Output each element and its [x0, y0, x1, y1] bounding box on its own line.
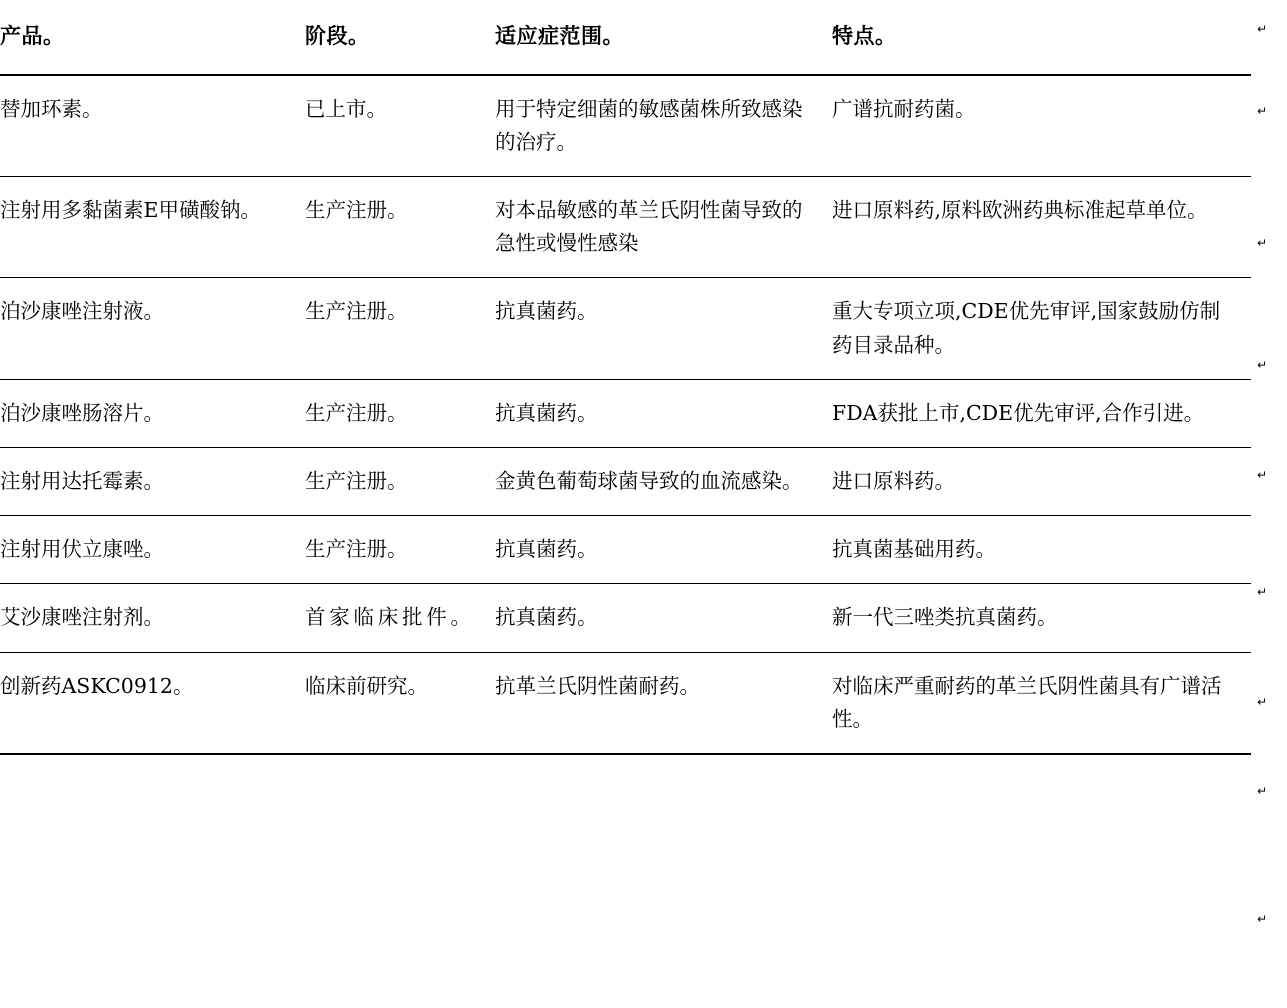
- cell-feature: 抗真菌基础用药。: [832, 516, 1251, 584]
- table-row: [0, 379, 1251, 447]
- cell-feature: 新一代三唑类抗真菌药。: [832, 584, 1251, 652]
- paragraph-mark: ↵: [1257, 912, 1268, 926]
- cell-feature: 重大专项立项,CDE优先审评,国家鼓励仿制药目录品种。: [832, 278, 1251, 379]
- column-header-indication: 适应症范围。: [495, 0, 832, 75]
- paragraph-mark: ↵: [1257, 104, 1268, 118]
- paragraph-mark: ↵: [1257, 468, 1268, 482]
- cell-feature: 进口原料药。: [832, 447, 1251, 515]
- paragraph-mark: ↵: [1257, 236, 1268, 250]
- cell-indication: 抗真菌药。: [495, 584, 832, 652]
- paragraph-mark: ↵: [1257, 22, 1268, 36]
- cell-stage: 临床前研究。: [305, 652, 495, 754]
- table-row: [0, 278, 1251, 379]
- cell-product: 注射用伏立康唑。: [0, 516, 305, 584]
- table-header: [0, 0, 1251, 75]
- cell-feature: FDA获批上市,CDE优先审评,合作引进。: [832, 379, 1251, 447]
- table-body: [0, 75, 1251, 754]
- paragraph-mark: ↵: [1257, 585, 1268, 599]
- cell-indication: 用于特定细菌的敏感菌株所致感染的治疗。: [495, 75, 832, 177]
- cell-feature: 广谱抗耐药菌。: [832, 75, 1251, 177]
- cell-product: 注射用多黏菌素E甲磺酸钠。: [0, 176, 305, 277]
- table-row: [0, 652, 1251, 754]
- paragraph-marks-margin: [1257, 0, 1279, 1008]
- table-row: [0, 447, 1251, 515]
- cell-indication: 抗真菌药。: [495, 516, 832, 584]
- cell-product: 创新药ASKC0912。: [0, 652, 305, 754]
- paragraph-mark: ↵: [1257, 784, 1268, 798]
- table-row: [0, 516, 1251, 584]
- column-header-product: 产品。: [0, 0, 305, 75]
- cell-stage: 生产注册。: [305, 176, 495, 277]
- cell-product: 泊沙康唑注射液。: [0, 278, 305, 379]
- cell-indication: 对本品敏感的革兰氏阴性菌导致的急性或慢性感染: [495, 176, 832, 277]
- cell-stage: 首家临床批件。: [305, 584, 495, 652]
- paragraph-mark: ↵: [1257, 695, 1268, 709]
- table-header-row: [0, 0, 1251, 75]
- table-row: [0, 584, 1251, 652]
- cell-stage: 已上市。: [305, 75, 495, 177]
- cell-product: 替加环素。: [0, 75, 305, 177]
- cell-product: 泊沙康唑肠溶片。: [0, 379, 305, 447]
- column-header-feature: 特点。: [832, 0, 1251, 75]
- cell-stage: 生产注册。: [305, 278, 495, 379]
- paragraph-mark: ↵: [1257, 358, 1268, 372]
- cell-indication: 抗真菌药。: [495, 379, 832, 447]
- cell-stage: 生产注册。: [305, 447, 495, 515]
- table-row: [0, 75, 1251, 177]
- table-row: [0, 176, 1251, 277]
- cell-feature: 进口原料药,原料欧洲药典标准起草单位。: [832, 176, 1251, 277]
- cell-stage: 生产注册。: [305, 379, 495, 447]
- column-header-stage: 阶段。: [305, 0, 495, 75]
- cell-feature: 对临床严重耐药的革兰氏阴性菌具有广谱活性。: [832, 652, 1251, 754]
- cell-stage: 生产注册。: [305, 516, 495, 584]
- cell-indication: 抗真菌药。: [495, 278, 832, 379]
- cell-indication: 金黄色葡萄球菌导致的血流感染。: [495, 447, 832, 515]
- cell-indication: 抗革兰氏阴性菌耐药。: [495, 652, 832, 754]
- cell-product: 注射用达托霉素。: [0, 447, 305, 515]
- cell-product: 艾沙康唑注射剂。: [0, 584, 305, 652]
